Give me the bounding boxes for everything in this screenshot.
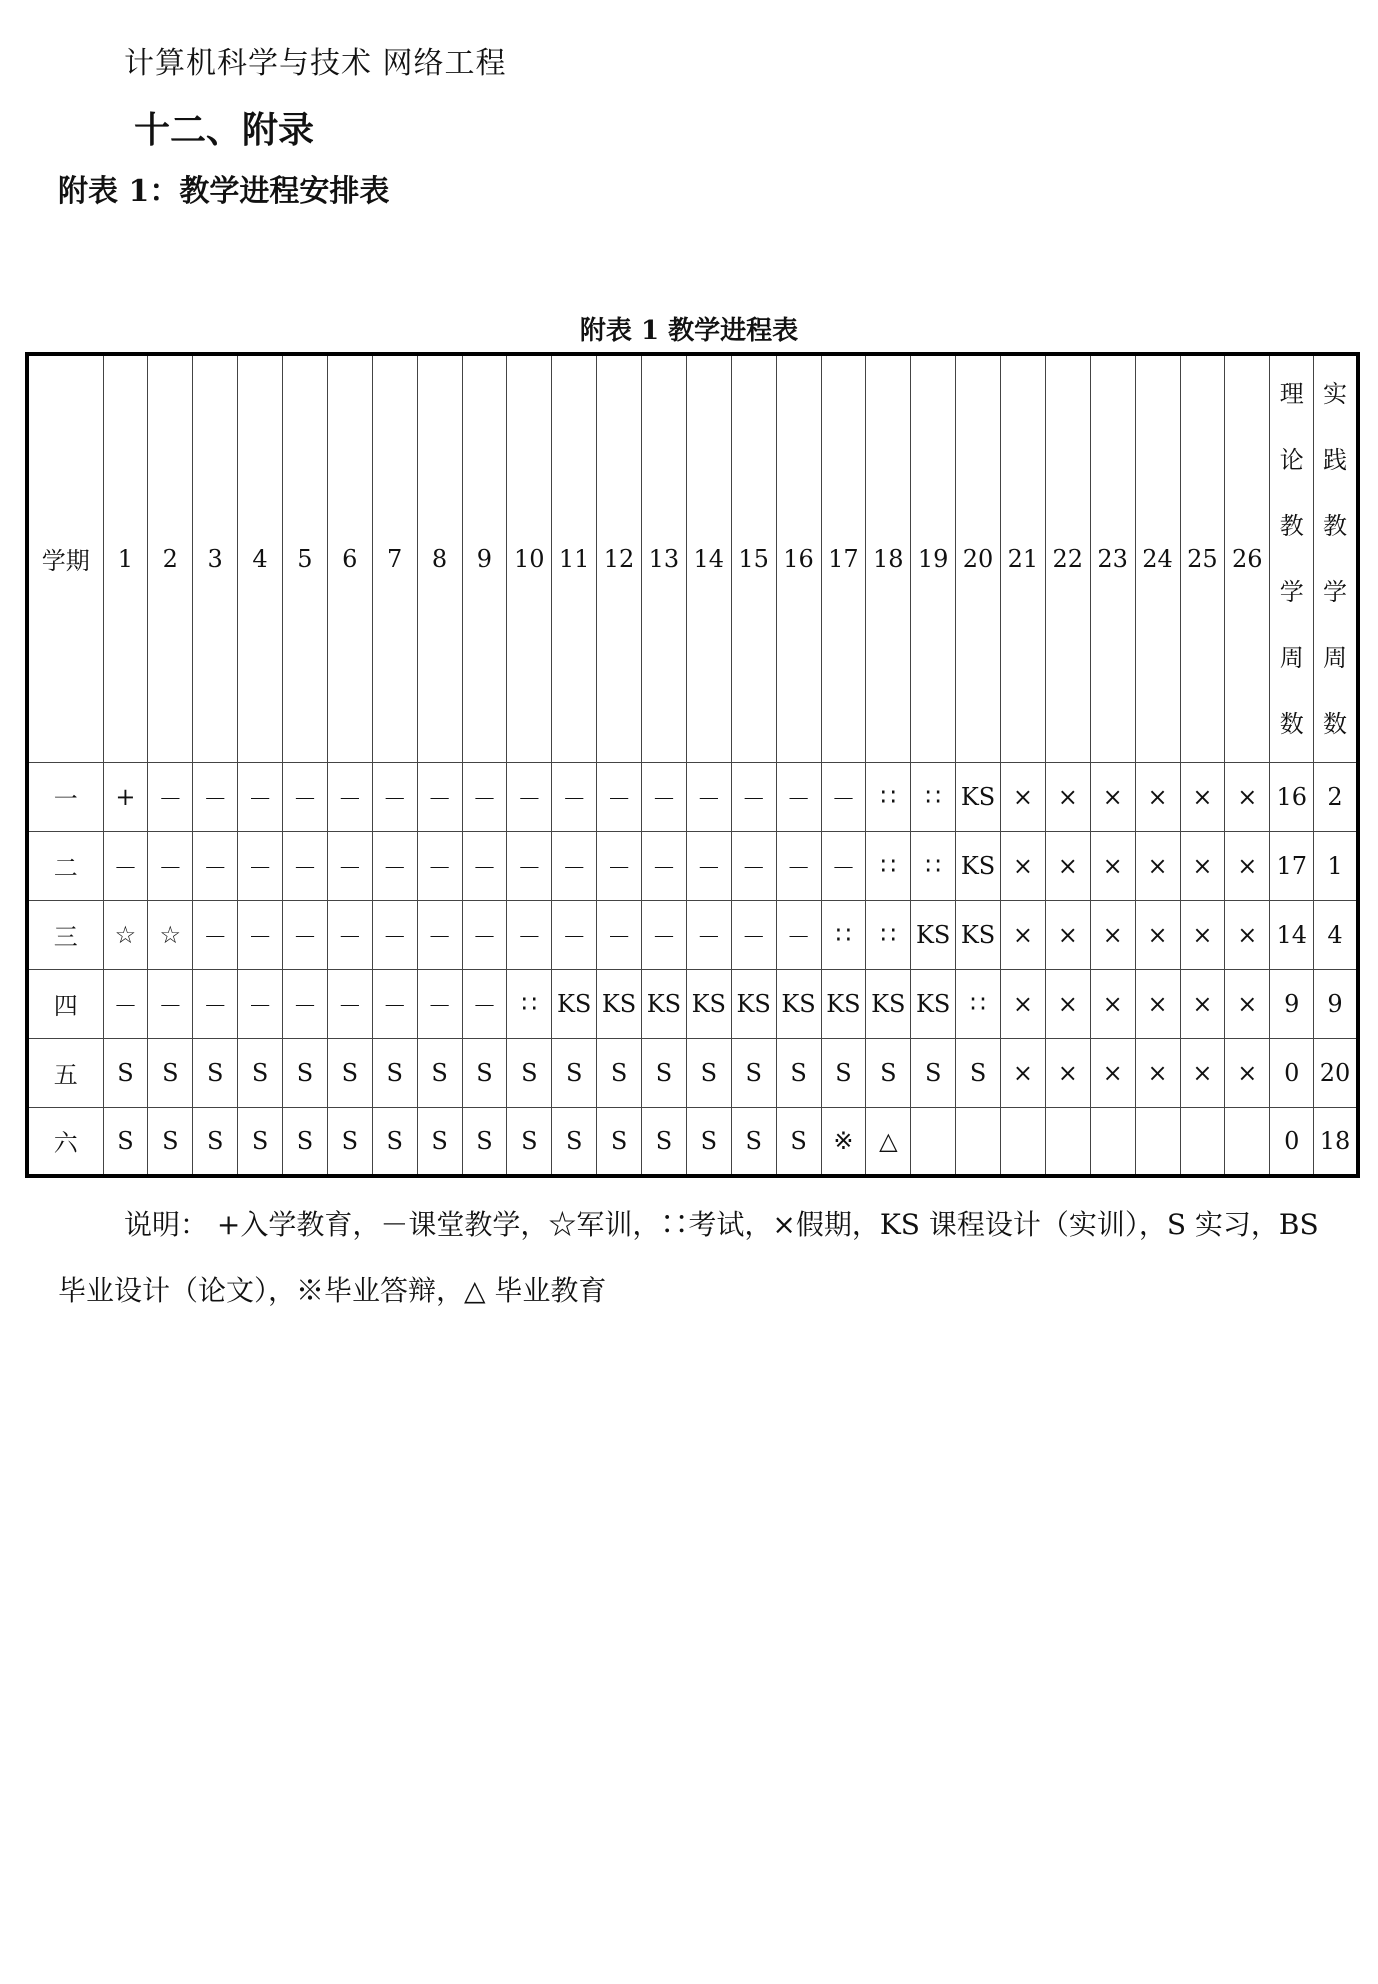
week-cell: × <box>1180 900 1225 969</box>
week-cell: S <box>507 1038 552 1107</box>
week-cell: － <box>642 762 687 831</box>
week-cell: KS <box>731 969 776 1038</box>
week-cell: S <box>552 1107 597 1176</box>
week-cell <box>1225 1107 1270 1176</box>
week-header-6: 6 <box>327 354 372 762</box>
week-cell: × <box>1090 762 1135 831</box>
week-header-22: 22 <box>1045 354 1090 762</box>
week-cell: × <box>1225 762 1270 831</box>
week-header-24: 24 <box>1135 354 1180 762</box>
theory-weeks-header <box>1270 354 1314 762</box>
week-cell: － <box>821 831 866 900</box>
table-row <box>27 969 1358 1038</box>
term-cell: 二 <box>27 831 103 900</box>
term-cell: 六 <box>27 1107 103 1176</box>
week-cell: KS <box>776 969 821 1038</box>
table-row <box>27 1038 1358 1107</box>
week-cell: ☆ <box>103 900 148 969</box>
week-cell: － <box>776 762 821 831</box>
week-cell: － <box>148 762 193 831</box>
week-cell: S <box>642 1107 687 1176</box>
week-cell: － <box>821 762 866 831</box>
week-cell: KS <box>956 831 1001 900</box>
week-cell: × <box>1135 831 1180 900</box>
week-header-12: 12 <box>597 354 642 762</box>
week-cell: S <box>686 1038 731 1107</box>
week-cell: － <box>776 831 821 900</box>
week-cell: × <box>1225 969 1270 1038</box>
week-header-15: 15 <box>731 354 776 762</box>
week-header-7: 7 <box>372 354 417 762</box>
week-cell: S <box>462 1038 507 1107</box>
week-cell: ※ <box>821 1107 866 1176</box>
week-cell: － <box>238 831 283 900</box>
week-cell: － <box>776 900 821 969</box>
term-cell: 四 <box>27 969 103 1038</box>
week-cell: － <box>731 900 776 969</box>
week-cell: － <box>238 762 283 831</box>
week-cell: S <box>866 1038 911 1107</box>
week-header-13: 13 <box>642 354 687 762</box>
week-cell: － <box>597 762 642 831</box>
week-cell: × <box>1135 1038 1180 1107</box>
week-cell: S <box>417 1038 462 1107</box>
week-cell: × <box>1045 1038 1090 1107</box>
week-cell: △ <box>866 1107 911 1176</box>
week-cell: S <box>776 1107 821 1176</box>
theory-weeks-header-char: 教 <box>1279 511 1304 540</box>
week-cell: － <box>462 762 507 831</box>
week-cell: S <box>193 1107 238 1176</box>
week-cell: － <box>103 969 148 1038</box>
table-row <box>27 762 1358 831</box>
term-column-header: 学期 <box>27 354 103 762</box>
week-cell: S <box>552 1038 597 1107</box>
week-cell: － <box>283 969 328 1038</box>
week-cell: × <box>1045 762 1090 831</box>
week-cell: S <box>238 1038 283 1107</box>
week-cell: KS <box>597 969 642 1038</box>
table-body <box>27 762 1358 1176</box>
week-header-14: 14 <box>686 354 731 762</box>
week-cell: KS <box>642 969 687 1038</box>
week-cell: × <box>1135 969 1180 1038</box>
week-cell <box>1090 1107 1135 1176</box>
week-cell: － <box>552 762 597 831</box>
week-cell: KS <box>821 969 866 1038</box>
week-cell: S <box>911 1038 956 1107</box>
week-cell: － <box>193 969 238 1038</box>
practice-weeks-header-char: 教 <box>1323 511 1347 540</box>
week-header-2: 2 <box>148 354 193 762</box>
week-cell: S <box>507 1107 552 1176</box>
week-cell: － <box>327 969 372 1038</box>
week-cell: KS <box>911 900 956 969</box>
week-cell: S <box>193 1038 238 1107</box>
table-row <box>27 1107 1358 1176</box>
week-cell: S <box>731 1038 776 1107</box>
week-cell: × <box>1001 1038 1046 1107</box>
week-cell: S <box>462 1107 507 1176</box>
week-cell: － <box>372 900 417 969</box>
week-cell <box>1045 1107 1090 1176</box>
week-cell: － <box>507 900 552 969</box>
week-header-4: 4 <box>238 354 283 762</box>
theory-weeks-header-char: 数 <box>1279 709 1304 738</box>
week-cell: － <box>597 831 642 900</box>
week-cell: S <box>731 1107 776 1176</box>
week-cell: － <box>731 831 776 900</box>
week-header-1: 1 <box>103 354 148 762</box>
week-cell <box>956 1107 1001 1176</box>
week-cell: × <box>1045 969 1090 1038</box>
week-cell: S <box>283 1107 328 1176</box>
week-cell: S <box>776 1038 821 1107</box>
week-header-19: 19 <box>911 354 956 762</box>
week-cell: － <box>507 762 552 831</box>
week-cell: × <box>1001 969 1046 1038</box>
week-cell: ∷ <box>911 831 956 900</box>
week-cell: S <box>238 1107 283 1176</box>
theory-weeks-cell: 17 <box>1270 831 1314 900</box>
theory-weeks-cell: 14 <box>1270 900 1314 969</box>
week-cell: × <box>1090 900 1135 969</box>
week-cell: ∷ <box>911 762 956 831</box>
week-header-18: 18 <box>866 354 911 762</box>
week-cell: － <box>327 831 372 900</box>
week-cell: － <box>327 900 372 969</box>
week-cell: × <box>1225 1038 1270 1107</box>
term-cell: 五 <box>27 1038 103 1107</box>
practice-weeks-header <box>1314 354 1358 762</box>
theory-weeks-header-char: 论 <box>1279 445 1304 474</box>
week-cell: × <box>1180 762 1225 831</box>
theory-weeks-header-char: 理 <box>1279 379 1304 408</box>
week-cell: － <box>686 900 731 969</box>
week-cell: KS <box>552 969 597 1038</box>
week-cell: KS <box>911 969 956 1038</box>
week-cell: － <box>103 831 148 900</box>
week-cell: － <box>283 900 328 969</box>
table-row <box>27 900 1358 969</box>
appendix-table-heading: 附表 1：教学进程安排表 <box>58 174 390 209</box>
theory-weeks-cell: 0 <box>1270 1038 1314 1107</box>
practice-weeks-cell: 18 <box>1314 1107 1358 1176</box>
week-cell: － <box>642 900 687 969</box>
practice-weeks-header-char: 周 <box>1323 643 1347 672</box>
week-cell: S <box>417 1107 462 1176</box>
week-cell: － <box>327 762 372 831</box>
week-cell: × <box>1045 900 1090 969</box>
week-cell: S <box>686 1107 731 1176</box>
week-cell: ∷ <box>507 969 552 1038</box>
week-cell: － <box>462 900 507 969</box>
week-cell: － <box>372 762 417 831</box>
week-cell: － <box>597 900 642 969</box>
practice-weeks-header-char: 学 <box>1323 577 1347 606</box>
week-cell: － <box>552 831 597 900</box>
week-cell: － <box>417 969 462 1038</box>
week-cell: × <box>1180 831 1225 900</box>
theory-weeks-header-char: 学 <box>1279 577 1304 606</box>
week-cell: － <box>238 969 283 1038</box>
week-cell: － <box>552 900 597 969</box>
week-cell: ☆ <box>148 900 193 969</box>
week-cell: S <box>597 1107 642 1176</box>
term-cell: 三 <box>27 900 103 969</box>
practice-weeks-header-char: 践 <box>1323 445 1347 474</box>
week-header-23: 23 <box>1090 354 1135 762</box>
week-cell: × <box>1135 762 1180 831</box>
week-cell: × <box>1225 831 1270 900</box>
week-cell: × <box>1001 900 1046 969</box>
week-cell: S <box>642 1038 687 1107</box>
week-cell: － <box>642 831 687 900</box>
week-cell: S <box>148 1107 193 1176</box>
week-cell: S <box>372 1038 417 1107</box>
week-cell: － <box>238 900 283 969</box>
week-header-5: 5 <box>283 354 328 762</box>
legend-note: 说明： +入学教育，－课堂教学，☆军训，∷考试，×假期，KS 课程设计（实训），S 实习，BS 毕业设计（论文），※毕业答辩，△ 毕业教育 <box>58 1208 1319 1307</box>
teaching-schedule-table <box>25 352 1360 1178</box>
practice-weeks-cell: 20 <box>1314 1038 1358 1107</box>
week-cell: × <box>1135 900 1180 969</box>
week-cell: × <box>1225 900 1270 969</box>
week-cell: － <box>507 831 552 900</box>
theory-weeks-cell: 9 <box>1270 969 1314 1038</box>
section-heading: 十二、附录 <box>134 109 315 151</box>
week-cell: － <box>417 762 462 831</box>
week-cell: － <box>372 969 417 1038</box>
week-cell: S <box>148 1038 193 1107</box>
practice-weeks-cell: 4 <box>1314 900 1358 969</box>
week-header-3: 3 <box>193 354 238 762</box>
week-header-25: 25 <box>1180 354 1225 762</box>
week-cell: － <box>283 762 328 831</box>
theory-weeks-header-char: 周 <box>1279 643 1304 672</box>
week-cell: × <box>1001 762 1046 831</box>
week-cell: S <box>956 1038 1001 1107</box>
week-cell: S <box>103 1107 148 1176</box>
week-cell: × <box>1090 831 1135 900</box>
week-cell: － <box>193 831 238 900</box>
week-cell: － <box>148 969 193 1038</box>
week-cell: KS <box>956 762 1001 831</box>
week-cell: S <box>372 1107 417 1176</box>
practice-weeks-header-char: 数 <box>1323 709 1347 738</box>
week-cell: － <box>193 762 238 831</box>
theory-weeks-cell: 16 <box>1270 762 1314 831</box>
week-cell: × <box>1001 831 1046 900</box>
week-cell: ∷ <box>866 831 911 900</box>
week-header-17: 17 <box>821 354 866 762</box>
week-cell: × <box>1045 831 1090 900</box>
week-cell <box>1135 1107 1180 1176</box>
week-cell: － <box>417 900 462 969</box>
week-header-20: 20 <box>956 354 1001 762</box>
week-cell: － <box>686 762 731 831</box>
week-cell: × <box>1090 969 1135 1038</box>
week-cell: － <box>148 831 193 900</box>
week-header-8: 8 <box>417 354 462 762</box>
week-cell: × <box>1180 969 1225 1038</box>
week-cell <box>911 1107 956 1176</box>
week-cell: S <box>327 1038 372 1107</box>
table-header-row <box>27 354 1358 762</box>
week-header-11: 11 <box>552 354 597 762</box>
week-cell: × <box>1180 1038 1225 1107</box>
theory-weeks-cell: 0 <box>1270 1107 1314 1176</box>
week-cell: KS <box>956 900 1001 969</box>
week-cell: ∷ <box>956 969 1001 1038</box>
week-cell: － <box>283 831 328 900</box>
week-header-21: 21 <box>1001 354 1046 762</box>
week-cell: S <box>327 1107 372 1176</box>
practice-weeks-header-char: 实 <box>1323 379 1347 408</box>
table-caption: 附表 1 教学进程表 <box>579 316 799 346</box>
week-cell: － <box>731 762 776 831</box>
practice-weeks-cell: 2 <box>1314 762 1358 831</box>
week-cell: － <box>417 831 462 900</box>
week-header-10: 10 <box>507 354 552 762</box>
document-header: 计算机科学与技术 网络工程 <box>124 46 507 81</box>
week-cell: － <box>462 831 507 900</box>
week-cell: S <box>103 1038 148 1107</box>
term-cell: 一 <box>27 762 103 831</box>
practice-weeks-cell: 1 <box>1314 831 1358 900</box>
week-cell: ∷ <box>866 900 911 969</box>
week-cell: － <box>372 831 417 900</box>
week-cell <box>1001 1107 1046 1176</box>
practice-weeks-cell: 9 <box>1314 969 1358 1038</box>
week-header-9: 9 <box>462 354 507 762</box>
week-header-26: 26 <box>1225 354 1270 762</box>
week-header-16: 16 <box>776 354 821 762</box>
week-cell <box>1180 1107 1225 1176</box>
week-cell: × <box>1090 1038 1135 1107</box>
week-cell: S <box>283 1038 328 1107</box>
week-cell: ∷ <box>821 900 866 969</box>
table-row <box>27 831 1358 900</box>
week-cell: － <box>462 969 507 1038</box>
week-cell: － <box>686 831 731 900</box>
week-cell: KS <box>866 969 911 1038</box>
week-cell: ∷ <box>866 762 911 831</box>
week-cell: KS <box>686 969 731 1038</box>
week-cell: S <box>597 1038 642 1107</box>
week-cell: － <box>193 900 238 969</box>
week-cell: S <box>821 1038 866 1107</box>
week-cell: + <box>103 762 148 831</box>
